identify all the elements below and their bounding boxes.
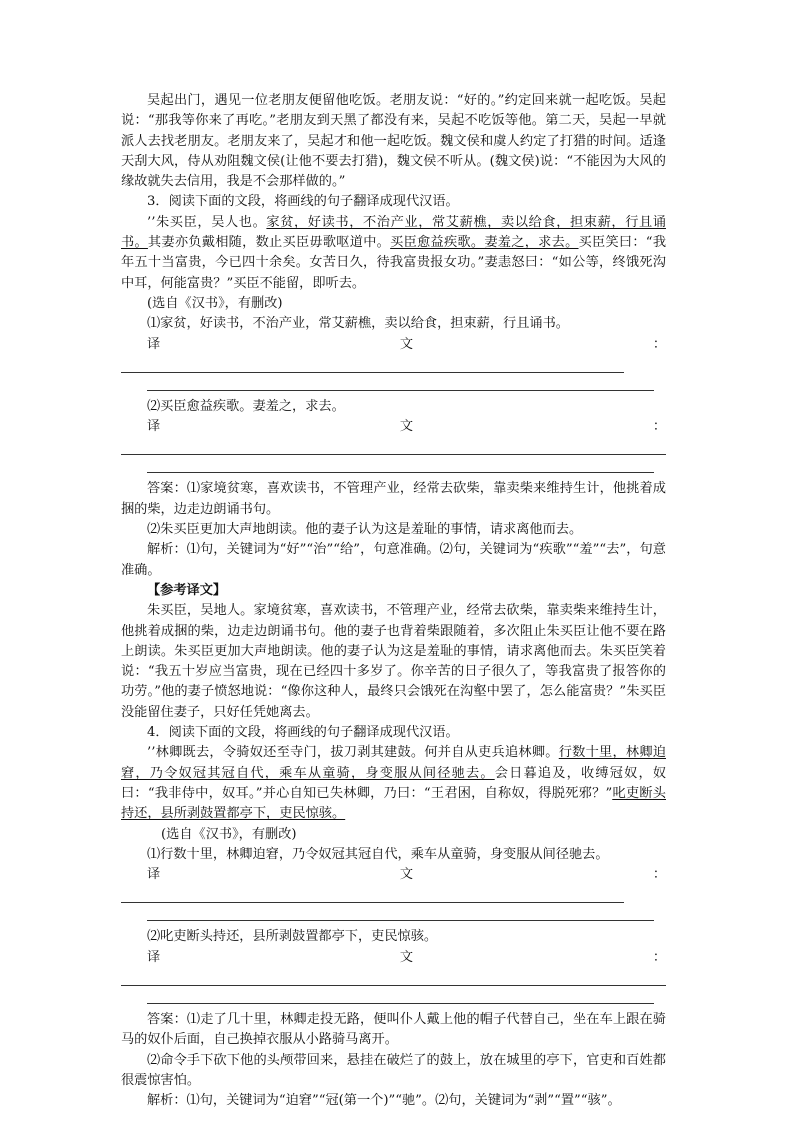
q3-underlined-sentence-2: 买臣愈益疾歌。妻羞之，求去。 <box>390 235 579 251</box>
q4-passage-text-1: ’’林卿既去，令骑奴还至寺门，拔刀剥其建鼓。何并自从吏兵追林卿。 <box>147 745 559 761</box>
q4-answer-2: ⑵命令手下砍下他的头颅带回来，悬挂在破烂了的鼓上，放在城里的亭下，官吏和百姓都很震惊害怕。 <box>121 1052 666 1088</box>
q3-analysis: 解析：⑴句，关键词为“好”“治”“给”，句意准确。⑵句，关键词为“疾歌”“羞”“去”，句意准确。 <box>121 542 666 578</box>
yi-label: 译 <box>147 867 161 883</box>
q3-reference-title: 【参考译文】 <box>147 582 227 598</box>
wen-label: 文 <box>399 867 414 883</box>
q4-translation-label-1 <box>121 865 666 885</box>
q4-analysis: 解析：⑴句，关键词为“迫窘”“冠(第一个)”“驰”。⑵句，关键词为“剥”“置”“骇”。 <box>147 1093 621 1109</box>
q3-answer-line-1a <box>121 372 624 373</box>
q4-translation-label-2 <box>121 948 666 968</box>
q4-answer-line-2a <box>121 985 666 986</box>
q4-underlined-sentence-1: 行数十里，林卿迫窘，乃令奴冠其冠自代，乘车从童骑，身变服从间径驰去。 <box>121 745 666 781</box>
yi-label: 译 <box>147 336 161 352</box>
q4-passage-text-2: 会日暮追及，收缚冠奴，奴曰：“我非侍中，奴耳。”并心自知已失林卿，乃曰：“王君困，自称奴，得脱死邪？” <box>121 765 667 801</box>
q3-underlined-sentence-1: 家贫，好读书，不治产业，常艾薪樵，卖以给食，担束薪，行且诵书。 <box>121 214 666 251</box>
q3-translation-label-2 <box>121 417 666 437</box>
q4-underlined-sentence-2: 叱吏断头持还，县所剥鼓置都亭下，吏民惊骇。 <box>121 785 666 822</box>
colon-label: ： <box>652 336 666 352</box>
q3-answer-line-2a <box>121 454 666 455</box>
q3-passage-text-3: 买臣笑曰：“我年五十当富贵，今已四十余矣。女苦日久，待我富贵报女功。”妻恚怒曰：“如公等，终饿死沟中耳，何能富贵？”买臣不能留，即听去。 <box>121 235 667 291</box>
q4-source: (选自《汉书》，有删改) <box>161 826 297 842</box>
q4-item-1: ⑴行数十里，林卿迫窘，乃令奴冠其冠自代，乘车从童骑，身变服从间径驰去。 <box>147 846 609 862</box>
q4-answer-line-1a <box>121 902 624 903</box>
colon-label: ： <box>652 949 666 965</box>
q4-answer-1: 答案：⑴走了几十里，林卿走投无路，便叫仆人戴上他的帽子代替自己，坐在车上跟在骑马的奴仆后面，自己换掉衣服从小路骑马离开。 <box>121 1011 666 1048</box>
wen-label: 文 <box>399 336 414 352</box>
q4-passage <box>121 743 666 824</box>
wen-label: 文 <box>399 419 414 435</box>
yi-label: 译 <box>147 949 161 965</box>
q3-answer-2: ⑵朱买臣更加大声地朗读。他的妻子认为这是羞耻的事情，请求离他而去。 <box>147 522 583 538</box>
q3-prompt: 3．阅读下面的文段，将画线的句子翻译成现代汉语。 <box>147 194 459 210</box>
document-content <box>121 91 666 1111</box>
q3-translation-label-1 <box>121 335 666 355</box>
colon-label: ： <box>652 419 666 435</box>
q3-item-2: ⑵买臣愈益疾歌。妻羞之，求去。 <box>147 398 345 414</box>
wen-label: 文 <box>399 949 414 965</box>
q4-item-2: ⑵叱吏断头持还，县所剥鼓置都亭下，吏民惊骇。 <box>147 929 438 945</box>
q3-passage-text-2: 其妻亦负戴相随，数止买臣毋歌呕道中。 <box>147 235 391 251</box>
colon-label: ： <box>652 867 666 883</box>
yi-label: 译 <box>147 419 161 435</box>
q3-passage-text-1: ’’朱买臣，吴人也。 <box>147 214 267 230</box>
q3-reference-translation: 朱买臣，吴地人。家境贫寒，喜欢读书，不管理产业，经常去砍柴，靠卖柴来维持生计，他挑着成捆的柴，边走边朗诵书句。他的妻子也背着柴跟随着，多次阻止朱买臣让他不要在路上朗读。朱买臣更加大声地朗读。他的妻子认为这是羞耻的事情，请求离他而去。朱买臣笑着说：“我五十岁应当富贵，现在已经四十多岁了。你辛苦的日子很久了，等我富贵了报答你的功劳。”他的妻子愤怒地说：“像你这种人，最终只会饿死在沟壑中罢了，怎么能富贵？”朱买臣没能留住妻子，只好任凭她离去。 <box>121 603 666 720</box>
q4-prompt: 4．阅读下面的文段，将画线的句子翻译成现代汉语。 <box>147 725 459 741</box>
intro-paragraph: 吴起出门，遇见一位老朋友便留他吃饭。老朋友说：“好的。”约定回来就一起吃饭。吴起说：“那我等你来了再吃。”老朋友到天黑了都没有来，吴起不吃饭等他。第二天，吴起一早就派人去找老朋友。老朋友来了，吴起才和他一起吃饭。魏文侯和虞人约定了打猎的时间。适逢天刮大风，侍从劝阻魏文侯(让他不要去打猎)，魏文侯不听从。(魏文侯)说：“不能因为大风的缘故就失去信用，我是不会那样做的。” <box>121 93 666 190</box>
q3-source: (选自《汉书》，有删改) <box>147 295 283 311</box>
q3-item-1: ⑴家贫，好读书，不治产业，常艾薪樵，卖以给食，担束薪，行且诵书。 <box>147 316 569 332</box>
q3-passage <box>121 213 666 294</box>
q3-answer-1: 答案：⑴家境贫寒，喜欢读书，不管理产业，经常去砍柴，靠卖柴来维持生计，他挑着成捆的柴，边走边朗诵书句。 <box>121 481 666 517</box>
